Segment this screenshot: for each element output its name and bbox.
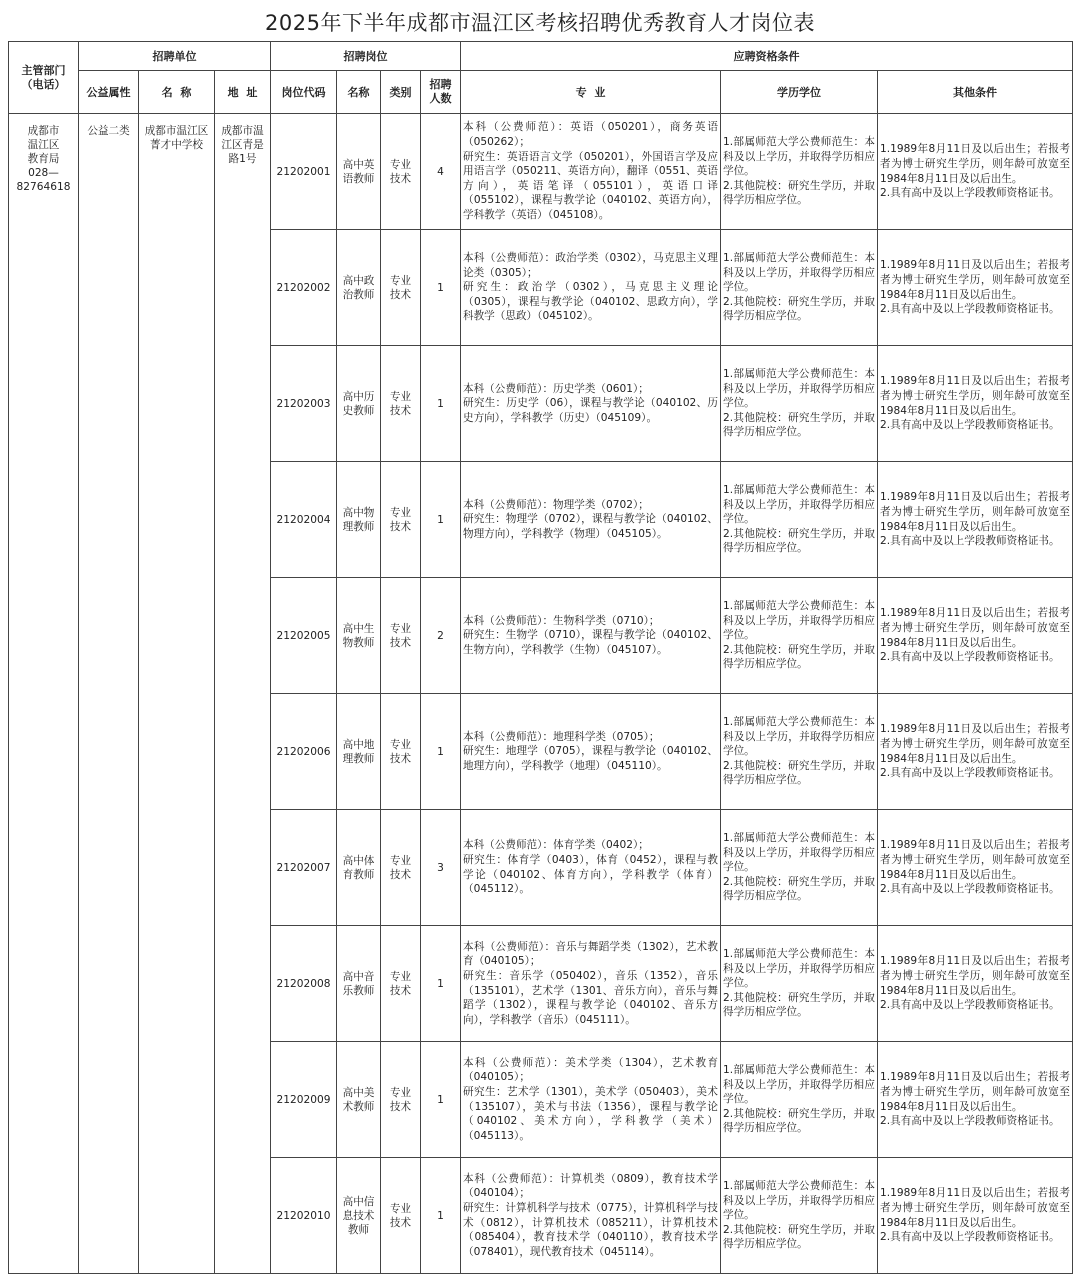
degree-cell: 1.部属师范大学公费师范生：本科及以上学历，并取得学历相应学位。 2.其他院校：研究生学历，并取得学历相应学位。 (721, 1042, 878, 1158)
degree-cell: 1.部属师范大学公费师范生：本科及以上学历，并取得学历相应学位。 2.其他院校：研究生学历，并取得学历相应学位。 (721, 230, 878, 346)
major-cell: 本科（公费师范）：英语（050201），商务英语（050262）； 研究生：英语语言文学（050201），外国语言学及应用语言学（050211、英语方向），翻译（0551、英语方向），英语笔译（055101），英语口译（055102），课程与教学论（040102、英语方向），学科教学（英语）（045108）。 (461, 114, 721, 230)
header-code: 岗位代码 (271, 71, 337, 114)
degree-cell: 1.部属师范大学公费师范生：本科及以上学历，并取得学历相应学位。 2.其他院校：研究生学历，并取得学历相应学位。 (721, 578, 878, 694)
post-code: 21202008 (271, 926, 337, 1042)
header-unit-group: 招聘单位 (79, 42, 271, 71)
page-title: 2025年下半年成都市温江区考核招聘优秀教育人才岗位表 (265, 11, 815, 35)
post-category: 专业 技术 (381, 810, 421, 926)
post-category: 专业 技术 (381, 578, 421, 694)
header-welfare: 公益属性 (79, 71, 139, 114)
major-cell: 本科（公费师范）：物理学类（0702）； 研究生：物理学（0702），课程与教学论（040102、物理方向），学科教学（物理）（045105）。 (461, 462, 721, 578)
other-cell: 1.1989年8月11日及以后出生；若报考者为博士研究生学历，则年龄可放宽至1984年8月11日及以后出生。 2.具有高中及以上学段教师资格证书。 (878, 926, 1073, 1042)
post-count: 2 (421, 578, 461, 694)
degree-cell: 1.部属师范大学公费师范生：本科及以上学历，并取得学历相应学位。 2.其他院校：研究生学历，并取得学历相应学位。 (721, 346, 878, 462)
other-cell: 1.1989年8月11日及以后出生；若报考者为博士研究生学历，则年龄可放宽至1984年8月11日及以后出生。 2.具有高中及以上学段教师资格证书。 (878, 694, 1073, 810)
post-code: 21202004 (271, 462, 337, 578)
header-address: 地 址 (215, 71, 271, 114)
major-cell: 本科（公费师范）：地理科学类（0705）； 研究生：地理学（0705），课程与教学论（040102、地理方向），学科教学（地理）（045110）。 (461, 694, 721, 810)
unit-name-cell: 成都市温江区 菁才中学校 (139, 114, 215, 1274)
post-code: 21202010 (271, 1158, 337, 1274)
post-code: 21202006 (271, 694, 337, 810)
other-cell: 1.1989年8月11日及以后出生；若报考者为博士研究生学历，则年龄可放宽至1984年8月11日及以后出生。 2.具有高中及以上学段教师资格证书。 (878, 1158, 1073, 1274)
other-cell: 1.1989年8月11日及以后出生；若报考者为博士研究生学历，则年龄可放宽至1984年8月11日及以后出生。 2.具有高中及以上学段教师资格证书。 (878, 1042, 1073, 1158)
major-cell: 本科（公费师范）：美术学类（1304），艺术教育（040105）； 研究生：艺术学（1301），美术学（050403），美术（135107），美术与书法（1356），课程与教学论（040102、美术方向），学科教学（美术）（045113）。 (461, 1042, 721, 1158)
header-count: 招聘 人数 (421, 71, 461, 114)
major-cell: 本科（公费师范）：音乐与舞蹈学类（1302），艺术教育（040105）； 研究生：音乐学（050402），音乐（1352），音乐（135101），艺术学（1301、音乐方向），音乐与舞蹈学（1302），课程与教学论（040102、音乐方向），学科教学（音乐）（045111）。 (461, 926, 721, 1042)
degree-cell: 1.部属师范大学公费师范生：本科及以上学历，并取得学历相应学位。 2.其他院校：研究生学历，并取得学历相应学位。 (721, 1158, 878, 1274)
welfare-cell: 公益二类 (79, 114, 139, 1274)
post-count: 1 (421, 346, 461, 462)
post-code: 21202001 (271, 114, 337, 230)
major-cell: 本科（公费师范）：历史学类（0601）； 研究生：历史学（06），课程与教学论（040102、历史方向），学科教学（历史）（045109）。 (461, 346, 721, 462)
table-row (9, 114, 1073, 230)
header-degree: 学历学位 (721, 71, 878, 114)
post-name: 高中信 息技术 教师 (337, 1158, 381, 1274)
post-name: 高中历 史教师 (337, 346, 381, 462)
post-category: 专业 技术 (381, 346, 421, 462)
post-code: 21202007 (271, 810, 337, 926)
post-category: 专业 技术 (381, 462, 421, 578)
post-category: 专业 技术 (381, 1158, 421, 1274)
post-count: 1 (421, 462, 461, 578)
other-cell: 1.1989年8月11日及以后出生；若报考者为博士研究生学历，则年龄可放宽至1984年8月11日及以后出生。 2.具有高中及以上学段教师资格证书。 (878, 230, 1073, 346)
post-code: 21202003 (271, 346, 337, 462)
degree-cell: 1.部属师范大学公费师范生：本科及以上学历，并取得学历相应学位。 2.其他院校：研究生学历，并取得学历相应学位。 (721, 810, 878, 926)
post-count: 1 (421, 1158, 461, 1274)
post-name: 高中物 理教师 (337, 462, 381, 578)
major-cell: 本科（公费师范）：政治学类（0302），马克思主义理论类（0305）； 研究生：政治学（0302），马克思主义理论（0305），课程与教学论（040102、思政方向），学科教学（思政）（045102）。 (461, 230, 721, 346)
degree-cell: 1.部属师范大学公费师范生：本科及以上学历，并取得学历相应学位。 2.其他院校：研究生学历，并取得学历相应学位。 (721, 114, 878, 230)
header-post-name: 名称 (337, 71, 381, 114)
post-name: 高中政 治教师 (337, 230, 381, 346)
post-count: 3 (421, 810, 461, 926)
other-cell: 1.1989年8月11日及以后出生；若报考者为博士研究生学历，则年龄可放宽至1984年8月11日及以后出生。 2.具有高中及以上学段教师资格证书。 (878, 810, 1073, 926)
header-post-group: 招聘岗位 (271, 42, 461, 71)
post-category: 专业 技术 (381, 114, 421, 230)
header-dept: 主管部门 （电话） (9, 42, 79, 114)
post-name: 高中英 语教师 (337, 114, 381, 230)
post-name: 高中地 理教师 (337, 694, 381, 810)
header-category: 类别 (381, 71, 421, 114)
header-other: 其他条件 (878, 71, 1073, 114)
post-name: 高中生 物教师 (337, 578, 381, 694)
post-category: 专业 技术 (381, 230, 421, 346)
post-count: 1 (421, 926, 461, 1042)
post-count: 4 (421, 114, 461, 230)
header-requirements-group: 应聘资格条件 (461, 42, 1073, 71)
post-code: 21202005 (271, 578, 337, 694)
other-cell: 1.1989年8月11日及以后出生；若报考者为博士研究生学历，则年龄可放宽至1984年8月11日及以后出生。 2.具有高中及以上学段教师资格证书。 (878, 462, 1073, 578)
major-cell: 本科（公费师范）：计算机类（0809），教育技术学（040104）； 研究生：计算机科学与技术（0775），计算机科学与技术（0812），计算机技术（085211），计算机技术（085404），教育技术学（040110），教育技术学（078401），现代教育技术（045114）。 (461, 1158, 721, 1274)
post-count: 1 (421, 1042, 461, 1158)
degree-cell: 1.部属师范大学公费师范生：本科及以上学历，并取得学历相应学位。 2.其他院校：研究生学历，并取得学历相应学位。 (721, 926, 878, 1042)
major-cell: 本科（公费师范）：生物科学类（0710）； 研究生：生物学（0710），课程与教学论（040102、生物方向），学科教学（生物）（045107）。 (461, 578, 721, 694)
post-category: 专业 技术 (381, 926, 421, 1042)
post-code: 21202002 (271, 230, 337, 346)
header-major: 专 业 (461, 71, 721, 114)
post-name: 高中美 术教师 (337, 1042, 381, 1158)
degree-cell: 1.部属师范大学公费师范生：本科及以上学历，并取得学历相应学位。 2.其他院校：研究生学历，并取得学历相应学位。 (721, 694, 878, 810)
post-count: 1 (421, 694, 461, 810)
post-count: 1 (421, 230, 461, 346)
degree-cell: 1.部属师范大学公费师范生：本科及以上学历，并取得学历相应学位。 2.其他院校：研究生学历，并取得学历相应学位。 (721, 462, 878, 578)
other-cell: 1.1989年8月11日及以后出生；若报考者为博士研究生学历，则年龄可放宽至1984年8月11日及以后出生。 2.具有高中及以上学段教师资格证书。 (878, 114, 1073, 230)
post-category: 专业 技术 (381, 1042, 421, 1158)
other-cell: 1.1989年8月11日及以后出生；若报考者为博士研究生学历，则年龄可放宽至1984年8月11日及以后出生。 2.具有高中及以上学段教师资格证书。 (878, 578, 1073, 694)
other-cell: 1.1989年8月11日及以后出生；若报考者为博士研究生学历，则年龄可放宽至1984年8月11日及以后出生。 2.具有高中及以上学段教师资格证书。 (878, 346, 1073, 462)
post-name: 高中音 乐教师 (337, 926, 381, 1042)
recruitment-table (8, 41, 1073, 1274)
post-code: 21202009 (271, 1042, 337, 1158)
major-cell: 本科（公费师范）：体育学类（0402）； 研究生：体育学（0403），体育（0452），课程与教学论（040102、体育方向），学科教学（体育）（045112）。 (461, 810, 721, 926)
address-cell: 成都市温 江区青是 路1号 (215, 114, 271, 1274)
post-category: 专业 技术 (381, 694, 421, 810)
post-name: 高中体 育教师 (337, 810, 381, 926)
header-unit-name: 名 称 (139, 71, 215, 114)
dept-cell: 成都市 温江区 教育局 028— 82764618 (9, 114, 79, 1274)
